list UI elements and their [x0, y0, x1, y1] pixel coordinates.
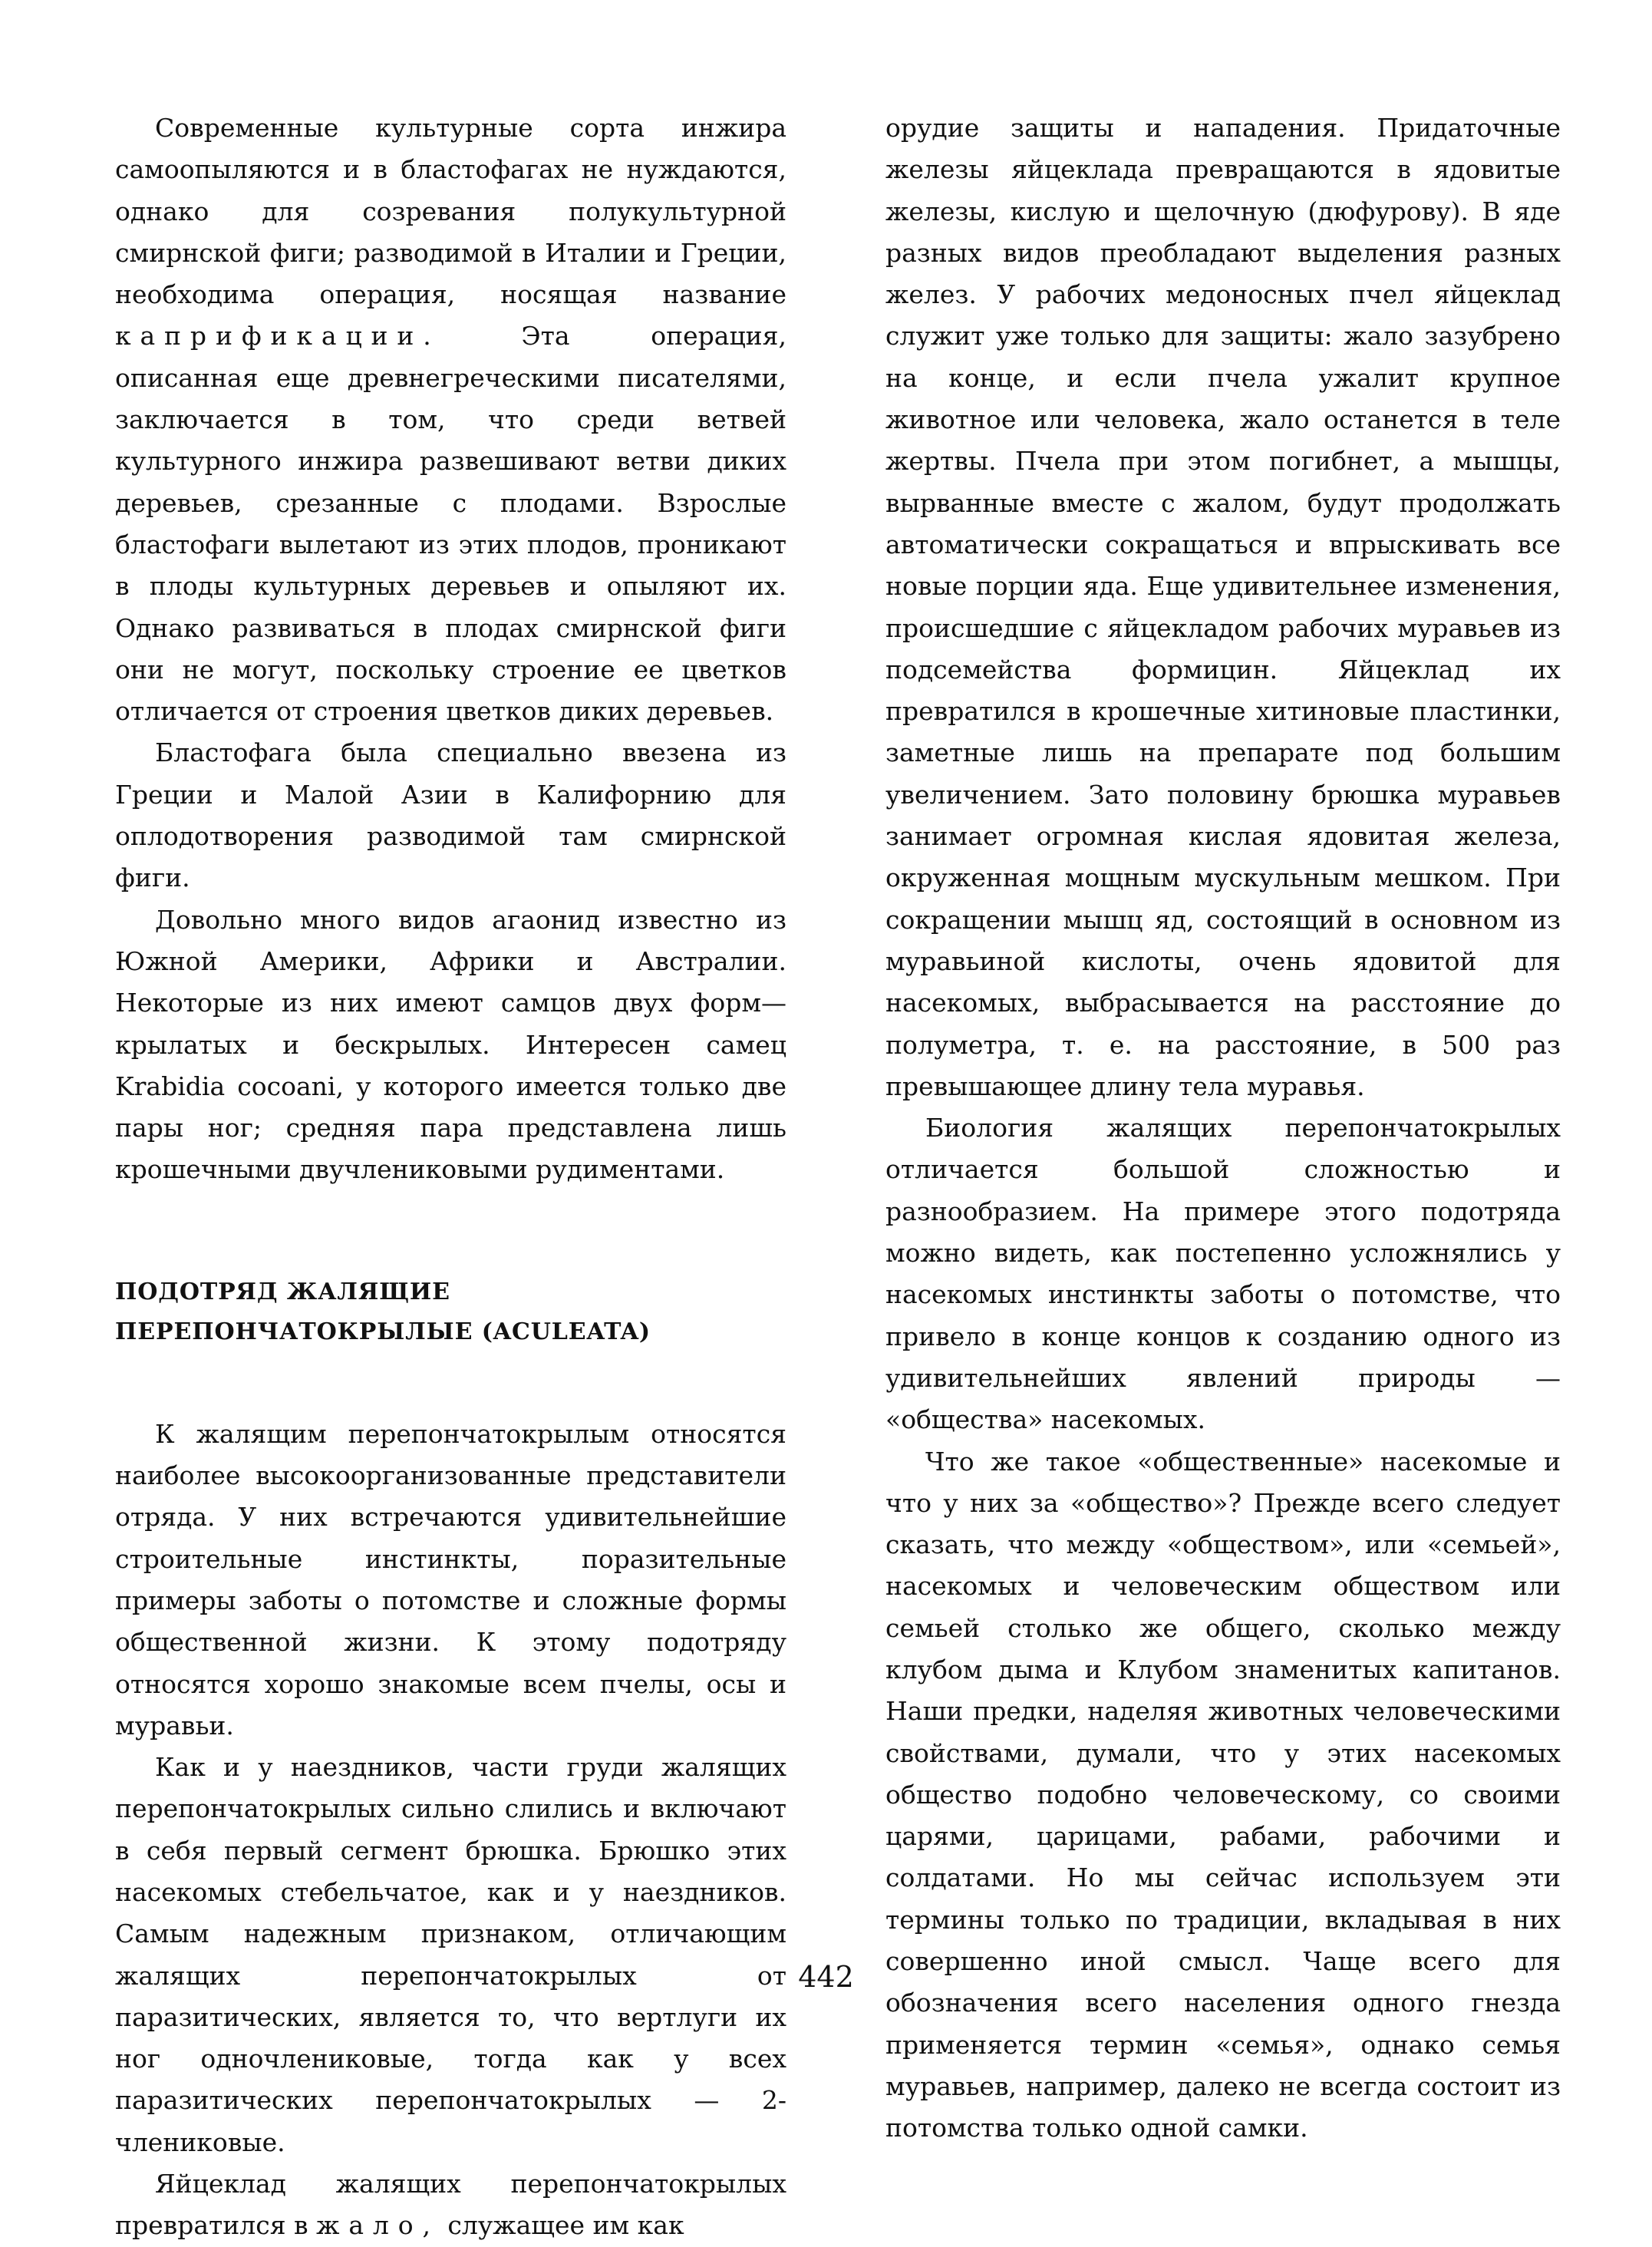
paragraph-caprification: [115, 107, 786, 732]
paragraph-text: Эта операция, описанная еще древнегреческими писателями, заключается в том, что среди ветвей культурного инжира развешивают ветви диких деревьев, срезанные с плодами. Взрослые бластофаги вылетают из этих плодов, проникают в плоды культурных деревьев и опыляют их. Однако развиваться в плодах смирнской фиги они не могут, поскольку строение ее цветков отличается от строения цветков диких деревьев.: [115, 321, 786, 727]
page-number: 442: [798, 1960, 854, 1994]
emphasized-term: капрификации.: [115, 321, 440, 351]
heading-line: ПЕРЕПОНЧАТОКРЫЛЫЕ (ACULEATA): [115, 1318, 651, 1345]
paragraph-agaonidae: Довольно много видов агаонид известно из Южной Америки, Африки и Австралии. Некоторые из них имеют самцов двух форм—крылатых и бескрылых. Интересен самец Krabidia cocoani, у которого имеется только две пары ног; средняя пара представлена лишь крошечными двучлениковыми рудиментами.: [115, 904, 786, 1185]
paragraph-aculeata-anatomy: Как и у наездников, части груди жалящих перепончатокрылых сильно слились и включают в себя первый сегмент брюшка. Брюшко этих насекомых стебельчатое, как и у наездников. Самым надежным признаком, отличающим жалящих перепончатокрылых от паразитических, является то, что вертлуги их ног одночлениковые, тогда как у всех паразитических перепончатокрылых — 2-члениковые.: [115, 1752, 786, 2157]
paragraph-aculeata-intro: К жалящим перепончатокрылым относятся наиболее высокоорганизованные представители отряда. У них встречаются удивительнейшие строительные инстинкты, поразительные примеры заботы о потомстве и сложные формы общественной жизни. К этому подотряду относятся хорошо знакомые всем пчелы, осы и муравьи.: [115, 1418, 786, 1741]
paragraph-text: служащее им как: [447, 2210, 684, 2241]
left-column: [115, 107, 786, 2247]
emphasized-term: жало,: [316, 2210, 440, 2241]
right-column: [885, 107, 1561, 2150]
section-heading: [115, 1272, 786, 1352]
paragraph-ovipositor: [115, 2163, 786, 2247]
paragraph-social-insects: Что же такое «общественные» насекомые и что у них за «общество»? Прежде всего следует сказать, что между «обществом», или «семьей», насекомых и человеческим обществом или семьей столько же общего, сколько между клубом дыма и Клубом знаменитых капитанов. Наши предки, наделяя животных человеческими свойствами, думали, что у этих насекомых общество подобно человеческому, со своими царями, царицами, рабами, рабочими и солдатами. Но мы сейчас используем эти термины только по традиции, вкладывая в них совершенно иной смысл. Чаще всего для обозначения всего населения одного гнезда применяется термин «семья», однако семья муравьев, например, далеко не всегда состоит из потомства только одной самки.: [885, 1446, 1561, 2143]
heading-line: ПОДОТРЯД ЖАЛЯЩИЕ: [115, 1278, 450, 1305]
paragraph-sting-continuation: орудие защиты и нападения. Придаточные железы яйцеклада превращаются в ядовитые железы, кислую и щелочную (дюфурову). В яде разных видов преобладают выделения разных желез. У рабочих медоносных пчел яйцеклад служит уже только для защиты: жало зазубрено на конце, и если пчела ужалит крупное животное или человека, жало останется в теле жертвы. Пчела при этом погибнет, а мышцы, вырванные вместе с жалом, будут продолжать автоматически сокращаться и впрыскивать все новые порции яда. Еще удивительнее изменения, происшедшие с яйцекладом рабочих муравьев из подсемейства формицин. Яйцеклад их превратился в крошечные хитиновые пластинки, заметные лишь на препарате под большим увеличением. Зато половину брюшка муравьев занимает огромная кислая ядовитая железа, окруженная мощным мускульным мешком. При сокращении мышц яд, состоящий в основном из муравьиной кислоты, очень ядовитой для насекомых, выбрасывается на расстояние до полуметра, т. е. на расстояние, в 500 раз превышающее длину тела муравья.: [885, 113, 1561, 1101]
paragraph-blastophaga-california: Бластофага была специально ввезена из Греции и Малой Азии в Калифорнию для оплодотворения разводимой там смирнской фиги.: [115, 737, 786, 893]
paragraph-text: Современные культурные сорта инжира самоопыляются и в бластофагах не нуждаются, однако для созревания полукультурной смирнской фиги; разводимой в Италии и Греции, необходима операция, носящая название: [115, 113, 786, 310]
paragraph-biology: Биология жалящих перепончатокрылых отличается большой сложностью и разнообразием. На примере этого подотряда можно видеть, как постепенно усложнялись у насекомых инстинкты заботы о потомстве, что привело в конце концов к созданию одного из удивительнейших явлений природы — «общества» насекомых.: [885, 1113, 1561, 1435]
paragraph-text: Яйцеклад жалящих перепончатокрылых превратился в: [115, 2169, 786, 2241]
